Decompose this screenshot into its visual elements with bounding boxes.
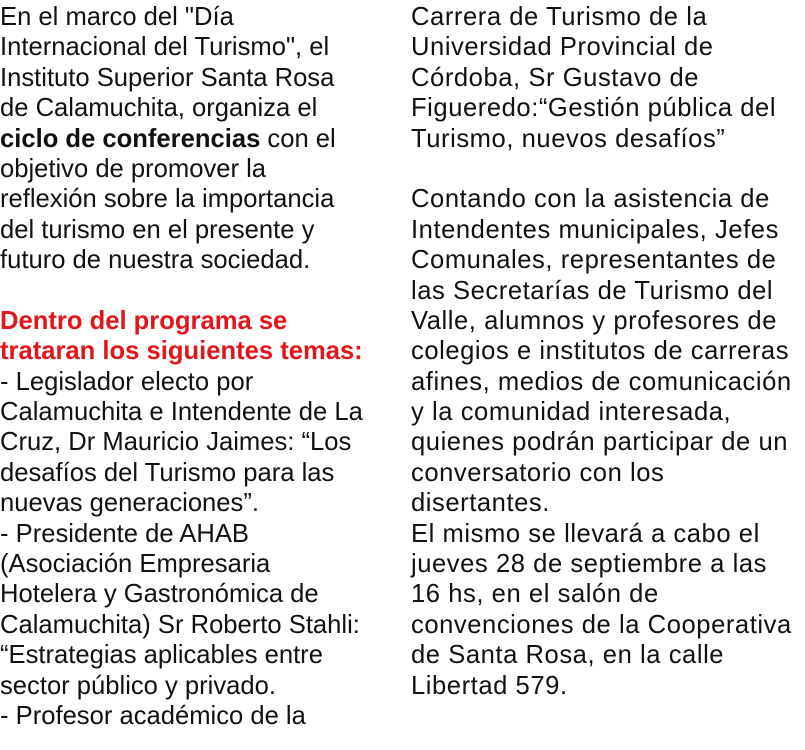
body-text: reflexión sobre la importancia [0, 185, 335, 214]
text-line [411, 2, 805, 32]
text-line [411, 488, 805, 518]
body-text: quienes podrán participar de un [411, 428, 789, 457]
body-text: Turismo, nuevos desafíos” [411, 124, 726, 153]
text-line [0, 610, 405, 640]
text-line [411, 367, 805, 397]
text-line [0, 215, 405, 245]
body-text: convenciones de la Cooperativa [411, 610, 792, 639]
body-text: nuevas generaciones”. [0, 489, 259, 518]
text-line [0, 124, 405, 154]
body-text: Contando con la asistencia de [411, 185, 770, 214]
body-text: Carrera de Turismo de la [411, 3, 708, 31]
body-text: Instituto Superior Santa Rosa [0, 63, 335, 92]
text-line [0, 549, 405, 579]
text-line [0, 458, 405, 488]
text-line [0, 63, 405, 93]
body-text: - Presidente de AHAB [0, 519, 249, 548]
body-text: disertantes. [411, 489, 550, 518]
text-line [0, 427, 405, 457]
text-line [411, 124, 805, 154]
body-text: Figueredo:“Gestión pública del [411, 94, 777, 123]
body-text: Intendentes municipales, Jefes [411, 215, 779, 244]
body-text: sector público y privado. [0, 671, 276, 700]
text-line [411, 640, 805, 670]
text-line [411, 184, 805, 214]
text-line [0, 519, 405, 549]
body-text: desafíos del Turismo para las [0, 458, 335, 487]
text-line [0, 154, 405, 184]
text-line [411, 245, 805, 275]
text-line [0, 306, 405, 336]
text-line [411, 427, 805, 457]
body-text: las Secretarías de Turismo del [411, 276, 774, 305]
text-line [0, 488, 405, 518]
text-line [411, 397, 805, 427]
emphasis-text: ciclo de conferencias [0, 124, 261, 153]
text-line [411, 549, 805, 579]
body-text: El mismo se llevará a cabo el [411, 519, 760, 548]
body-text: Universidad Provincial de [411, 33, 714, 62]
body-text: Libertad 579. [411, 671, 568, 700]
body-text: objetivo de promover la [0, 154, 267, 183]
body-text: Hotelera y Gastronómica de [0, 580, 319, 609]
text-line [0, 367, 405, 397]
text-line [411, 215, 805, 245]
body-text: colegios e institutos de carreras [411, 337, 790, 366]
body-text: del turismo en el presente y [0, 215, 315, 244]
blank-line [0, 276, 405, 306]
text-line [411, 63, 805, 93]
body-text: afines, medios de comunicación [411, 367, 792, 396]
text-line [411, 610, 805, 640]
body-text: de Santa Rosa, en la calle [411, 641, 725, 670]
body-text: (Asociación Empresaria [0, 550, 271, 579]
body-text: futuro de nuestra sociedad. [0, 246, 311, 275]
text-line [411, 276, 805, 306]
text-line [411, 519, 805, 549]
text-line [0, 579, 405, 609]
text-line [0, 184, 405, 214]
body-text: En el marco del "Día [0, 3, 234, 31]
body-text: 16 hs, en el salón de [411, 580, 659, 609]
body-text: Internacional del Turismo", el [0, 33, 330, 62]
body-text: de Calamuchita, organiza el [0, 94, 318, 123]
text-line [411, 32, 805, 62]
text-line [0, 2, 405, 32]
section-heading-text: Dentro del programa se [0, 306, 288, 335]
body-text: “Estrategias aplicables entre [0, 641, 323, 670]
text-line [0, 245, 405, 275]
text-line [0, 640, 405, 670]
body-text: Calamuchita e Intendente de La [0, 398, 363, 427]
body-text: con el [260, 124, 336, 153]
text-line [0, 397, 405, 427]
text-line [411, 579, 805, 609]
body-text: jueves 28 de septiembre a las [411, 550, 767, 579]
text-line [0, 32, 405, 62]
body-text: Valle, alumnos y profesores de [411, 306, 777, 335]
text-line [0, 671, 405, 701]
body-text: conversatorio con los [411, 458, 665, 487]
left-text-column [0, 2, 405, 731]
text-line [411, 671, 805, 701]
body-text: Cruz, Dr Mauricio Jaimes: “Los [0, 428, 352, 457]
blank-line [411, 154, 805, 184]
text-line [0, 93, 405, 123]
text-line [411, 306, 805, 336]
body-text: y la comunidad interesada, [411, 398, 732, 427]
text-line [411, 93, 805, 123]
body-text: - Profesor académico de la [0, 701, 306, 730]
body-text: Córdoba, Sr Gustavo de [411, 63, 700, 92]
section-heading-text: trataran los siguientes temas: [0, 337, 363, 366]
body-text: Calamuchita) Sr Roberto Stahli: [0, 610, 360, 639]
text-line [411, 458, 805, 488]
text-line [411, 336, 805, 366]
body-text: - Legislador electo por [0, 367, 254, 396]
text-line [0, 336, 405, 366]
right-text-column [411, 2, 805, 701]
body-text: Comunales, representantes de [411, 246, 777, 275]
text-line [0, 701, 405, 731]
